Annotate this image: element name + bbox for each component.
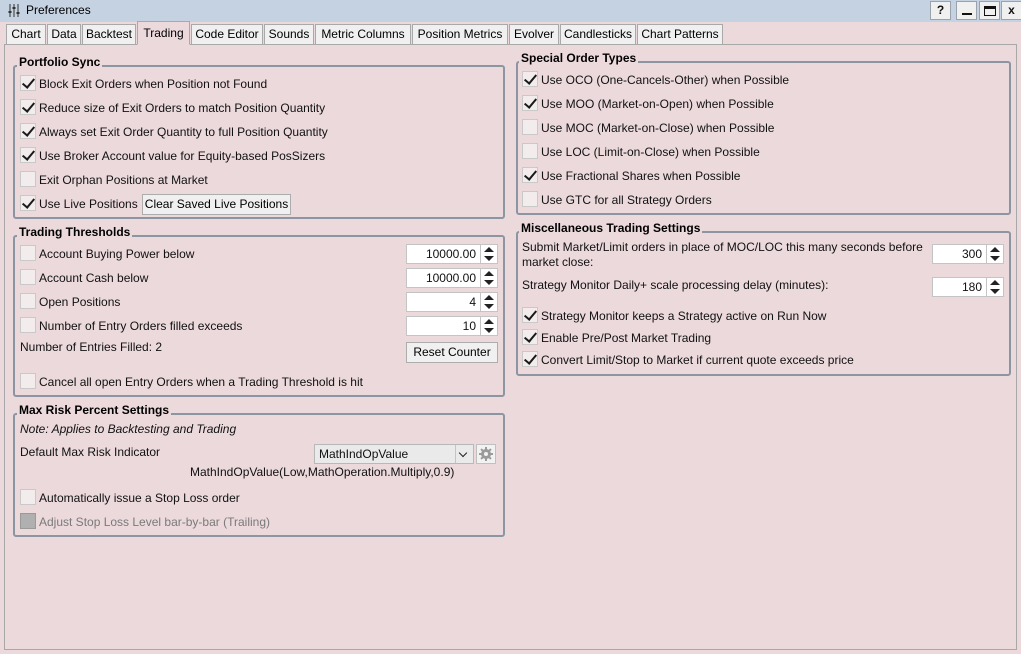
spin-up-icon xyxy=(990,247,1000,252)
account-cash-threshold-label: Account Cash below xyxy=(39,271,149,285)
submit-seconds-spinner[interactable] xyxy=(986,245,1003,263)
buying-power-threshold-input[interactable] xyxy=(406,244,498,264)
strategy-monitor-active-label: Strategy Monitor keeps a Strategy active on Run Now xyxy=(541,309,827,323)
submit-seconds-value: 300 xyxy=(961,247,982,261)
special-order-types-title: Special Order Types xyxy=(521,51,637,65)
pre-post-market-checkbox[interactable] xyxy=(522,329,538,345)
spin-down-icon xyxy=(484,304,494,309)
convert-limit-stop-label: Convert Limit/Stop to Market if current quote exceeds price xyxy=(541,353,854,367)
pre-post-market-label: Enable Pre/Post Market Trading xyxy=(541,331,712,345)
block-exit-orders-checkbox[interactable] xyxy=(20,75,36,91)
clear-saved-live-positions-button[interactable]: Clear Saved Live Positions xyxy=(142,194,291,215)
reduce-exit-orders-label: Reduce size of Exit Orders to match Position Quantity xyxy=(39,101,326,115)
use-live-positions-checkbox[interactable] xyxy=(20,195,36,211)
use-live-positions-label: Use Live Positions xyxy=(39,197,138,211)
submit-seconds-label-line2: market close: xyxy=(522,255,594,269)
tab-backtest[interactable]: Backtest xyxy=(82,24,136,45)
indicator-settings-button[interactable] xyxy=(476,444,496,464)
cancel-entry-orders-checkbox[interactable] xyxy=(20,373,36,389)
entry-orders-threshold-input[interactable] xyxy=(406,316,498,336)
block-exit-orders-label: Block Exit Orders when Position not Found xyxy=(39,77,268,91)
maximize-icon xyxy=(984,6,996,16)
trailing-stop-label: Adjust Stop Loss Level bar-by-bar (Trailing) xyxy=(39,515,270,529)
buying-power-threshold-value: 10000.00 xyxy=(425,247,476,261)
broker-account-value-label: Use Broker Account value for Equity-based PosSizers xyxy=(39,149,326,163)
max-risk-note: Note: Applies to Backtesting and Trading xyxy=(20,422,237,436)
trailing-stop-checkbox[interactable] xyxy=(20,513,36,529)
submit-seconds-label-line1: Submit Market/Limit orders in place of MOC/LOC this many seconds before xyxy=(522,240,923,254)
spin-up-icon xyxy=(484,247,494,252)
exit-orphan-positions-label: Exit Orphan Positions at Market xyxy=(39,173,208,187)
trading-thresholds-title: Trading Thresholds xyxy=(19,225,131,239)
spin-up-icon xyxy=(484,271,494,276)
close-button[interactable]: x xyxy=(1001,1,1021,20)
preferences-sliders-icon xyxy=(8,4,20,17)
open-positions-threshold-value: 4 xyxy=(469,295,476,309)
spin-up-icon xyxy=(484,295,494,300)
entry-orders-threshold-checkbox[interactable] xyxy=(20,317,36,333)
gear-icon xyxy=(477,445,495,463)
full-position-quantity-label: Always set Exit Order Quantity to full Position Quantity xyxy=(39,125,328,139)
buying-power-spinner[interactable] xyxy=(480,245,497,263)
submit-seconds-input[interactable] xyxy=(932,244,1004,264)
tab-metric-columns[interactable]: Metric Columns xyxy=(315,24,411,45)
tab-position-metrics[interactable]: Position Metrics xyxy=(412,24,508,45)
tab-sounds[interactable]: Sounds xyxy=(264,24,314,45)
spin-down-icon xyxy=(990,289,1000,294)
tab-data[interactable]: Data xyxy=(47,24,81,45)
open-positions-spinner[interactable] xyxy=(480,293,497,311)
spin-down-icon xyxy=(990,256,1000,261)
use-moc-checkbox[interactable] xyxy=(522,119,538,135)
use-moo-label: Use MOO (Market-on-Open) when Possible xyxy=(541,97,774,111)
fractional-shares-label: Use Fractional Shares when Possible xyxy=(541,169,741,183)
max-risk-indicator-expression: MathIndOpValue(Low,MathOperation.Multiply,0.9) xyxy=(190,465,455,479)
account-cash-threshold-value: 10000.00 xyxy=(425,271,476,285)
open-positions-threshold-label: Open Positions xyxy=(39,295,121,309)
strategy-monitor-active-checkbox[interactable] xyxy=(522,307,538,323)
open-positions-threshold-input[interactable] xyxy=(406,292,498,312)
minimize-icon xyxy=(962,13,972,15)
processing-delay-input[interactable] xyxy=(932,277,1004,297)
reset-counter-button[interactable]: Reset Counter xyxy=(406,342,498,363)
max-risk-indicator-label: Default Max Risk Indicator xyxy=(20,445,161,459)
spin-up-icon xyxy=(484,319,494,324)
fractional-shares-checkbox[interactable] xyxy=(522,167,538,183)
tab-candlesticks[interactable]: Candlesticks xyxy=(560,24,636,45)
tab-chart[interactable]: Chart xyxy=(6,24,46,45)
title-bar xyxy=(0,0,1021,22)
entries-filled-count: Number of Entries Filled: 2 xyxy=(20,340,163,354)
use-loc-label: Use LOC (Limit-on-Close) when Possible xyxy=(541,145,760,159)
reduce-exit-orders-checkbox[interactable] xyxy=(20,99,36,115)
max-risk-indicator-select[interactable] xyxy=(314,444,474,464)
account-cash-threshold-checkbox[interactable] xyxy=(20,269,36,285)
auto-stop-loss-label: Automatically issue a Stop Loss order xyxy=(39,491,240,505)
use-oco-checkbox[interactable] xyxy=(522,71,538,87)
window-title: Preferences xyxy=(26,3,91,17)
use-gtc-checkbox[interactable] xyxy=(522,191,538,207)
max-risk-indicator-value: MathIndOpValue xyxy=(319,447,409,461)
account-cash-threshold-input[interactable] xyxy=(406,268,498,288)
entry-orders-threshold-label: Number of Entry Orders filled exceeds xyxy=(39,319,243,333)
max-risk-title: Max Risk Percent Settings xyxy=(19,403,170,417)
entry-orders-spinner[interactable] xyxy=(480,317,497,335)
spin-down-icon xyxy=(484,280,494,285)
minimize-button[interactable] xyxy=(956,1,977,20)
processing-delay-value: 180 xyxy=(961,280,982,294)
maximize-button[interactable] xyxy=(979,1,1000,20)
tab-evolver[interactable]: Evolver xyxy=(509,24,559,45)
buying-power-threshold-checkbox[interactable] xyxy=(20,245,36,261)
processing-delay-label: Strategy Monitor Daily+ scale processing delay (minutes): xyxy=(522,278,829,292)
use-moo-checkbox[interactable] xyxy=(522,95,538,111)
spin-down-icon xyxy=(484,256,494,261)
portfolio-sync-title: Portfolio Sync xyxy=(19,55,101,69)
spin-down-icon xyxy=(484,328,494,333)
cancel-entry-orders-label: Cancel all open Entry Orders when a Trading Threshold is hit xyxy=(39,375,363,389)
help-button[interactable]: ? xyxy=(930,1,951,20)
full-position-quantity-checkbox[interactable] xyxy=(20,123,36,139)
tab-code-editor[interactable]: Code Editor xyxy=(191,24,263,45)
tab-trading[interactable]: Trading xyxy=(137,21,190,45)
chevron-down-icon xyxy=(455,445,473,463)
spin-up-icon xyxy=(990,280,1000,285)
use-moc-label: Use MOC (Market-on-Close) when Possible xyxy=(541,121,775,135)
broker-account-value-checkbox[interactable] xyxy=(20,147,36,163)
tab-chart-patterns[interactable]: Chart Patterns xyxy=(637,24,723,45)
entry-orders-threshold-value: 10 xyxy=(462,319,476,333)
processing-delay-spinner[interactable] xyxy=(986,278,1003,296)
exit-orphan-positions-checkbox[interactable] xyxy=(20,171,36,187)
use-oco-label: Use OCO (One-Cancels-Other) when Possible xyxy=(541,73,790,87)
use-loc-checkbox[interactable] xyxy=(522,143,538,159)
auto-stop-loss-checkbox[interactable] xyxy=(20,489,36,505)
convert-limit-stop-checkbox[interactable] xyxy=(522,351,538,367)
use-gtc-label: Use GTC for all Strategy Orders xyxy=(541,193,712,207)
open-positions-threshold-checkbox[interactable] xyxy=(20,293,36,309)
misc-trading-title: Miscellaneous Trading Settings xyxy=(521,221,701,235)
buying-power-threshold-label: Account Buying Power below xyxy=(39,247,195,261)
account-cash-spinner[interactable] xyxy=(480,269,497,287)
